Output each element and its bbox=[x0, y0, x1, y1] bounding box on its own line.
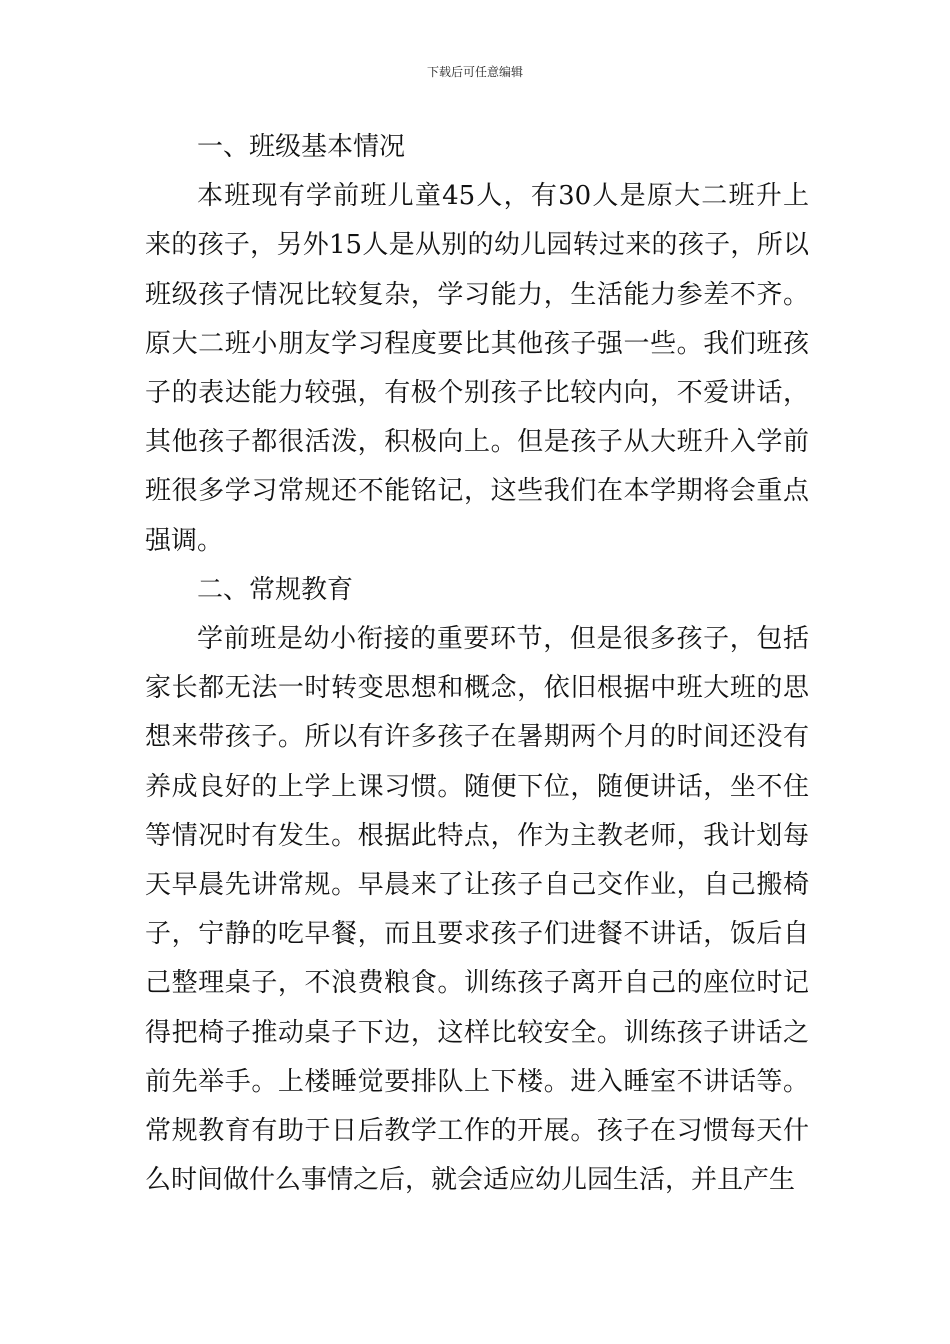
page-header-note: 下载后可任意编辑 bbox=[426, 65, 523, 79]
section-heading-class-overview: 一、班级基本情况 bbox=[197, 132, 406, 162]
section-heading-routine-education: 二、常规教育 bbox=[197, 574, 354, 605]
section-paragraph-routine-education: 学前班是幼小衔接的重要环节，但是很多孩子，包括家长都无法一时转变思想和概念，依旧根据中班大班的思想来带孩子。所以有许多孩子在暑期两个月的时间还没有养成良好的上学上课习惯。随便下位，随便讲话，坐不住等情况时有发生。根据此特点，作为主教老师，我计划每天早晨先讲常规。早晨来了让孩子自己交作业，自己搬椅子，宁静的吃早餐，而且要求孩子们进餐不讲话，饭后自己整理桌子，不浪费粮食。训练孩子离开自己的座位时记得把椅子推动桌子下边，这样比较安全。训练孩子讲话之前先举手。上楼睡觉要排队上下楼。进入睡室不讲话等。常规教育有助于日后教学工作的开展。孩子在习惯每天什么时间做什么事情之后，就会适应幼儿园生活，并且产生 bbox=[145, 624, 809, 1196]
document-body bbox=[145, 123, 809, 1205]
section-paragraph-class-overview: 本班现有学前班儿童45人，有30人是原大二班升上来的孩子，另外15人是从别的幼儿园转过来的孩子，所以班级孩子情况比较复杂，学习能力，生活能力参差不齐。原大二班小朋友学习程度要比其他孩子强一些。我们班孩子的表达能力较强，有极个别孩子比较内向，不爱讲话，其他孩子都很活泼，积极向上。但是孩子从大班升入学前班很多学习常规还不能铭记，这些我们在本学期将会重点强调。 bbox=[145, 181, 809, 556]
